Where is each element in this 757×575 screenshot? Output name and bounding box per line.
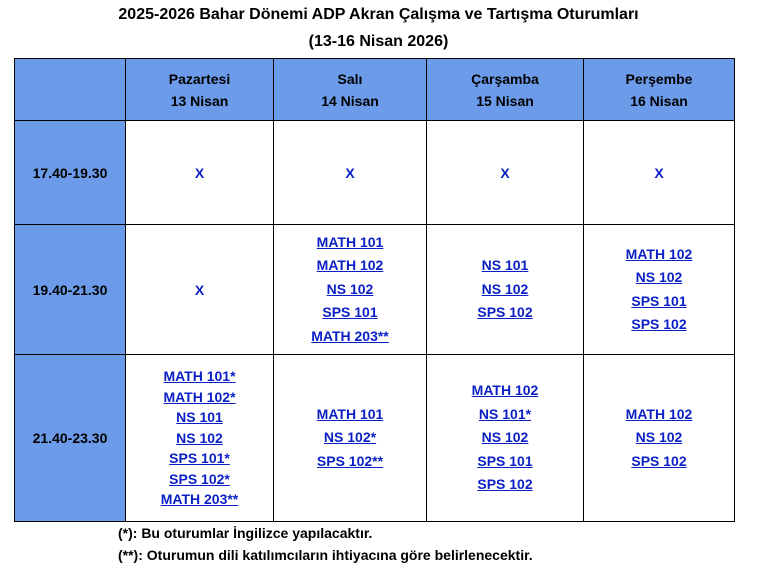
course-link[interactable]: MATH 203** — [311, 327, 389, 344]
time-row — [15, 355, 735, 522]
course-link[interactable]: NS 101 — [176, 409, 223, 426]
course-link[interactable]: MATH 101 — [316, 405, 384, 422]
course-link[interactable]: NS 101 — [481, 257, 529, 274]
session-cell — [274, 121, 427, 225]
course-link[interactable]: SPS 101 — [477, 452, 533, 469]
course-link[interactable]: SPS 101 — [322, 304, 378, 321]
course-link[interactable]: SPS 102 — [477, 476, 533, 493]
session-cell — [427, 121, 584, 225]
session-cell — [274, 225, 427, 355]
session-cell — [584, 355, 735, 522]
course-link[interactable]: SPS 102 — [477, 304, 533, 321]
day-date: 15 Nisan — [476, 92, 534, 109]
page-title: 2025-2026 Bahar Dönemi ADP Akran Çalışma ve Tartışma Oturumları — [118, 6, 639, 23]
page-subtitle: (13-16 Nisan 2026) — [308, 33, 449, 50]
day-header — [126, 59, 274, 121]
day-header — [274, 59, 427, 121]
day-name: Perşembe — [625, 70, 693, 87]
day-date: 13 Nisan — [170, 92, 229, 109]
course-link[interactable]: NS 102 — [481, 429, 529, 446]
course-link[interactable]: NS 102 — [635, 269, 683, 285]
day-name: Salı — [337, 70, 363, 87]
time-row — [15, 121, 735, 225]
day-header — [427, 59, 584, 121]
session-cell — [584, 225, 735, 355]
footnote-english: (*): Bu oturumlar İngilizce yapılacaktır. — [118, 525, 373, 541]
course-link[interactable]: SPS 102 — [631, 452, 687, 469]
session-cell — [427, 355, 584, 522]
course-link[interactable]: NS 101* — [478, 405, 532, 422]
session-cell — [274, 355, 427, 522]
footnote-language: (**): Oturumun dili katılımcıların ihtiyacına göre belirlenecektir. — [118, 547, 533, 563]
session-cell — [584, 121, 735, 225]
day-header — [584, 59, 735, 121]
time-slot: 17.40-19.30 — [15, 121, 126, 225]
no-session-mark: X — [194, 164, 205, 181]
course-link[interactable]: SPS 102** — [316, 452, 384, 469]
schedule-table — [14, 58, 735, 522]
course-link[interactable]: SPS 101* — [169, 450, 230, 467]
session-cell — [427, 225, 584, 355]
session-cell — [126, 225, 274, 355]
course-link[interactable]: SPS 102* — [169, 470, 230, 487]
no-session-mark: X — [500, 164, 510, 181]
no-session-mark: X — [345, 164, 355, 181]
course-link[interactable]: MATH 101 — [316, 233, 384, 250]
day-name: Pazartesi — [168, 70, 231, 87]
course-link[interactable]: MATH 102 — [471, 382, 539, 399]
course-link[interactable]: SPS 102 — [631, 316, 687, 332]
course-link[interactable]: MATH 102* — [163, 388, 236, 405]
time-slot: 21.40-23.30 — [15, 355, 126, 522]
course-link[interactable]: NS 102 — [326, 280, 374, 297]
course-link[interactable]: MATH 102 — [625, 405, 693, 422]
day-date: 16 Nisan — [630, 92, 688, 109]
time-slot: 19.40-21.30 — [15, 225, 126, 355]
session-cell — [126, 355, 274, 522]
day-date: 14 Nisan — [321, 92, 379, 109]
course-link[interactable]: MATH 102 — [316, 257, 384, 274]
course-link[interactable]: MATH 203** — [160, 491, 239, 508]
session-cell — [126, 121, 274, 225]
time-row — [15, 225, 735, 355]
corner-cell — [15, 59, 126, 121]
course-link[interactable]: NS 102 — [481, 280, 529, 297]
header-row — [15, 59, 735, 121]
no-session-mark: X — [194, 281, 205, 298]
no-session-mark: X — [654, 164, 664, 181]
course-link[interactable]: NS 102* — [323, 429, 377, 446]
course-link[interactable]: NS 102 — [635, 429, 683, 446]
course-link[interactable]: NS 102 — [176, 429, 223, 446]
course-link[interactable]: SPS 101 — [631, 292, 687, 309]
course-link[interactable]: MATH 102 — [625, 245, 693, 262]
day-name: Çarşamba — [471, 70, 539, 87]
course-link[interactable]: MATH 101* — [163, 368, 236, 385]
